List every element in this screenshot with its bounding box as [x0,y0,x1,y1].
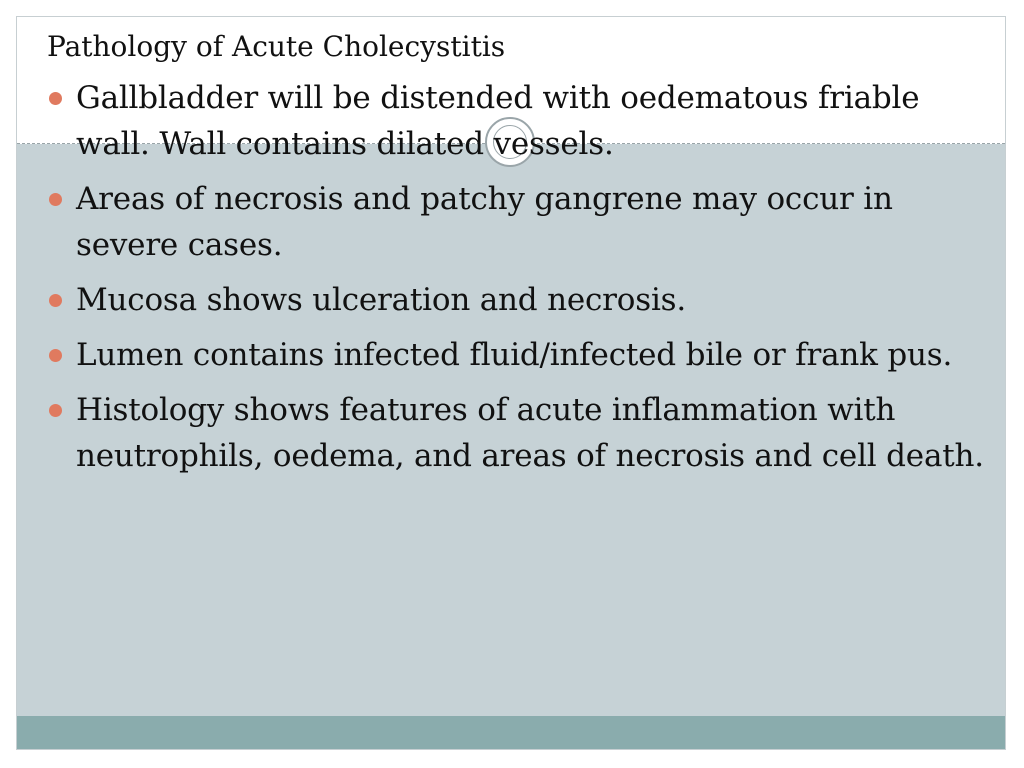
bullet-icon [49,349,62,362]
bullet-text: Lumen contains infected fluid/infected bile or frank pus. [76,337,953,373]
slide-title: Pathology of Acute Cholecystitis [47,30,506,63]
bullet-icon [49,92,62,105]
bullet-item [47,387,997,479]
slide [16,16,1006,750]
bullet-icon [49,294,62,307]
bullet-item [47,75,997,167]
bullet-item [47,332,997,378]
bullet-text: Mucosa shows ulceration and necrosis. [76,282,687,318]
bullet-text: Areas of necrosis and patchy gangrene may occur in severe cases. [76,181,893,263]
bullet-item [47,176,997,268]
bullet-icon [49,193,62,206]
bullet-item [47,277,997,323]
bullet-text: Histology shows features of acute inflammation with neutrophils, oedema, and areas of necrosis and cell death. [76,392,984,474]
bullet-icon [49,404,62,417]
bullet-list [47,75,997,479]
bullet-text: Gallbladder will be distended with oedematous friable wall. Wall contains dilated vessels. [76,80,920,162]
slide-content [47,27,997,488]
footer-band [17,716,1005,750]
